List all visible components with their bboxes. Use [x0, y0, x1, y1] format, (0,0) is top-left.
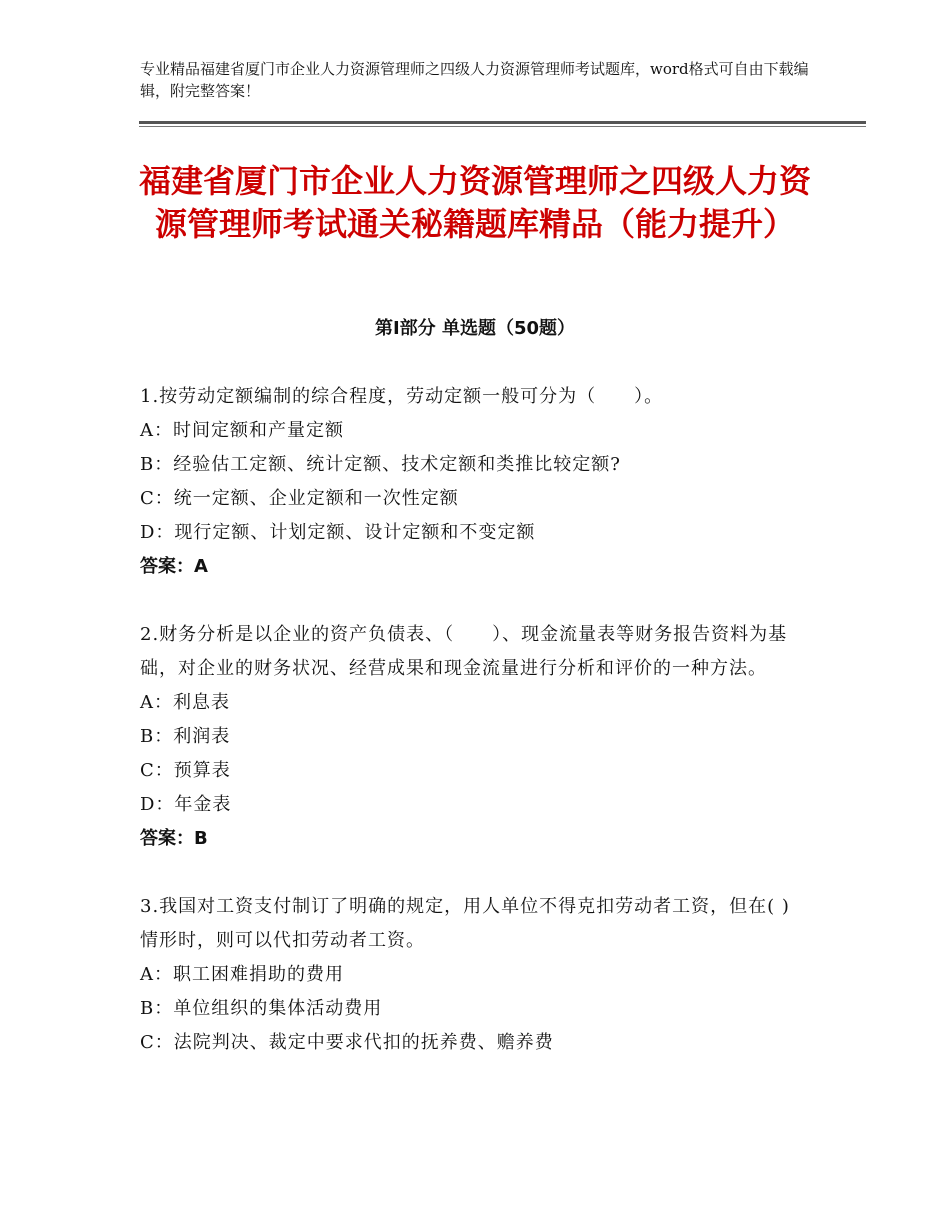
option-b: B：经验估工定额、统计定额、技术定额和类推比较定额?: [140, 454, 621, 475]
header-note: 专业精品福建省厦门市企业人力资源管理师之四级人力资源管理师考试题库，word格式可自由下载编辑，附完整答案！: [140, 60, 809, 100]
option-d: D：年金表: [140, 794, 232, 815]
option-c: C：预算表: [140, 760, 231, 781]
option-a: A：时间定额和产量定额: [140, 420, 344, 441]
section-heading: 第Ⅰ部分 单选题（50题）: [374, 318, 575, 339]
header-divider-thin: [139, 126, 866, 127]
option-a: A：利息表: [140, 692, 230, 713]
option-b: B：单位组织的集体活动费用: [140, 998, 383, 1019]
option-b: B：利润表: [140, 726, 231, 747]
option-c: C：法院判决、裁定中要求代扣的抚养费、赡养费: [140, 1032, 554, 1053]
question-2: [140, 618, 800, 856]
question-stem: 3.我国对工资支付制订了明确的规定，用人单位不得克扣劳动者工资，但在( )情形时，则可以代扣劳动者工资。: [140, 896, 790, 951]
option-d: D：现行定额、计划定额、设计定额和不变定额: [140, 522, 536, 543]
question-stem: 2.财务分析是以企业的资产负债表、（ ）、现金流量表等财务报告资料为基础，对企业的财务状况、经营成果和现金流量进行分析和评价的一种方法。: [140, 624, 788, 679]
option-c: C：统一定额、企业定额和一次性定额: [140, 488, 459, 509]
question-stem: 1.按劳动定额编制的综合程度，劳动定额一般可分为（ ）。: [140, 386, 664, 407]
answer-line: 答案：B: [140, 828, 208, 849]
answer-line: 答案：A: [140, 556, 208, 577]
option-a: A：职工困难捐助的费用: [140, 964, 344, 985]
header-divider-thick: [139, 121, 866, 124]
document-title: 福建省厦门市企业人力资源管理师之四级人力资源管理师考试通关秘籍题库精品（能力提升）: [138, 162, 811, 243]
question-3: [140, 890, 800, 1060]
question-list: [140, 380, 800, 1094]
question-1: [140, 380, 800, 584]
